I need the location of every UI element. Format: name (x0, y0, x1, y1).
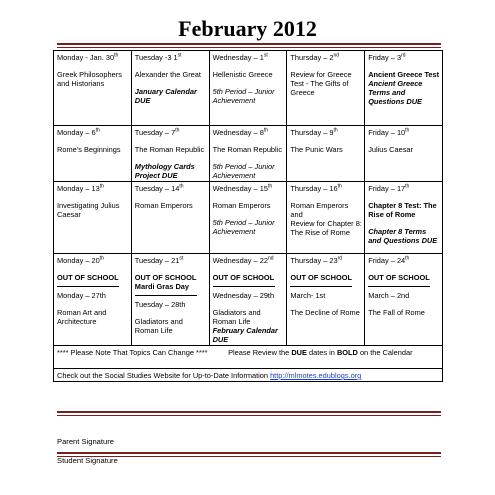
day-cell (287, 182, 365, 254)
day-cell (287, 254, 365, 346)
day-heading (290, 128, 362, 137)
day-heading (135, 128, 207, 137)
spacer (213, 210, 285, 218)
day-entry: The Decline of Rome (290, 308, 360, 317)
day-cell (365, 254, 443, 346)
spacer (213, 79, 285, 87)
day-entry: January Calendar DUE (134, 87, 197, 105)
day-ordinal-suffix: th (405, 127, 410, 134)
calendar-week-row (54, 182, 443, 254)
student-signature-label: Student Signature (57, 456, 118, 465)
day-heading-text: Friday – 10 (368, 128, 406, 137)
calendar-week-row (54, 51, 443, 126)
day-entry: Roman Emperors (134, 201, 193, 210)
calendar-body (54, 51, 443, 346)
day-ordinal-suffix: th (95, 127, 100, 134)
day-entry: OUT OF SCHOOL (368, 273, 430, 282)
day-cell (365, 126, 443, 182)
review-suffix: on the Calendar (357, 348, 413, 357)
day-entry: Gladiators and Roman Life (134, 317, 183, 335)
day-entry: Alexander the Great (134, 70, 201, 79)
day-heading-text: Wednesday – 15 (212, 184, 268, 193)
day-entry: Tuesday – 28th (134, 300, 186, 309)
page-title: February 2012 (178, 16, 317, 41)
day-heading-text: Friday – 17 (368, 184, 406, 193)
day-heading (213, 53, 285, 62)
day-entry: Julius Caesar (368, 145, 413, 154)
day-entry: Mardi Gras Day (134, 282, 190, 291)
day-heading (213, 128, 285, 137)
day-ordinal-suffix: rd (337, 255, 343, 262)
day-heading-text: Wednesday – 22 (212, 256, 268, 265)
spacer (368, 300, 440, 308)
day-ordinal-suffix: st (263, 52, 268, 59)
day-heading (135, 53, 207, 62)
divider (213, 286, 275, 287)
day-entry: Hellenistic Greece (212, 70, 273, 79)
review-bold: BOLD (336, 348, 358, 357)
day-entry: Chapter 8 Terms and Questions DUE (368, 227, 438, 245)
day-entry: Wednesday – 29th (212, 291, 275, 300)
day-entry: The Roman Republic (212, 145, 283, 154)
day-ordinal-suffix: th (263, 127, 268, 134)
day-heading (57, 128, 129, 137)
day-cell (287, 126, 365, 182)
day-entry: February Calendar DUE (212, 326, 278, 344)
day-cell (209, 254, 287, 346)
day-entry: The Roman Republic (134, 145, 205, 154)
day-entry: 5th Period – Junior Achievement (212, 218, 275, 236)
spacer (135, 309, 207, 317)
day-heading (290, 256, 362, 265)
parent-signature-rule (57, 411, 441, 413)
day-heading-text: Thursday – 16 (290, 184, 338, 193)
day-cell (131, 51, 209, 126)
day-cell (54, 126, 132, 182)
day-ordinal-suffix: nd (333, 52, 340, 59)
day-heading (57, 53, 129, 62)
divider (290, 286, 352, 287)
website-link[interactable]: http://mlmotes.edublogs.org (270, 371, 362, 380)
day-entry: Review for Greece Test - The Gifts of Greece (290, 70, 352, 97)
day-entry: OUT OF SCHOOL (134, 273, 197, 282)
website-text: Check out the Social Studies Website for Up-to-Date Information (57, 371, 271, 380)
day-entry: Rome’s Beginnings (57, 145, 121, 154)
day-heading-text: Friday – 3 (368, 53, 402, 62)
day-heading-text: Thursday – 9 (290, 128, 334, 137)
spacer (135, 154, 207, 162)
day-heading (290, 53, 362, 62)
day-heading-text: Wednesday – 1 (212, 53, 264, 62)
day-ordinal-suffix: nd (267, 255, 274, 262)
day-heading-text: Monday – 20 (57, 256, 100, 265)
day-entry: Monday – 27th (57, 291, 106, 300)
day-heading-text: Tuesday – 21 (134, 256, 180, 265)
day-entry: 5th Period – Junior Achievement (212, 162, 275, 180)
day-entry: OUT OF SCHOOL (57, 273, 119, 282)
day-ordinal-suffix: th (175, 127, 180, 134)
day-ordinal-suffix: th (333, 127, 338, 134)
day-heading (135, 184, 207, 193)
day-heading (368, 184, 440, 193)
day-ordinal-suffix: st (179, 255, 184, 262)
day-cell (131, 126, 209, 182)
day-entry: Gladiators and Roman Life (212, 308, 261, 326)
day-entry: The Punic Wars (290, 145, 343, 154)
title-rule (57, 43, 441, 45)
day-cell (209, 51, 287, 126)
day-heading (57, 256, 129, 265)
day-heading (368, 53, 440, 62)
topics-change-text: **** Please Note That Topics Can Change **** (57, 348, 208, 357)
day-entry: Roman Emperors (212, 201, 271, 210)
divider (135, 295, 197, 296)
day-cell (54, 254, 132, 346)
day-cell (365, 51, 443, 126)
day-cell (209, 126, 287, 182)
day-entry: Greek Philosophers and Historians (57, 70, 122, 88)
parent-signature-label: Parent Signature (57, 437, 114, 446)
day-ordinal-suffix: th (267, 183, 273, 190)
spacer (213, 154, 285, 162)
day-entry: Ancient Greece Test (368, 70, 440, 79)
day-cell (287, 51, 365, 126)
calendar-table (53, 50, 443, 382)
divider (57, 286, 119, 287)
day-heading (135, 256, 207, 265)
parent-signature-rule-thin (57, 415, 441, 416)
review-prefix: Please Review the (228, 348, 292, 357)
day-heading-text: Monday - Jan. 30 (57, 53, 115, 62)
day-cell (54, 182, 132, 254)
day-heading-text: Wednesday – 8 (212, 128, 264, 137)
day-heading (213, 256, 285, 265)
student-signature-rule (57, 452, 441, 454)
spacer (368, 219, 440, 227)
day-cell (365, 182, 443, 254)
review-due: DUE (291, 348, 307, 357)
day-heading-text: Tuesday -3 1 (134, 53, 178, 62)
website-note (54, 369, 443, 382)
day-heading (57, 184, 129, 193)
day-entry: Roman Emperors and (290, 201, 349, 219)
day-ordinal-suffix: th (99, 255, 104, 262)
spacer (135, 79, 207, 87)
title-rule-thin (57, 47, 441, 48)
day-heading (368, 128, 440, 137)
day-entry: Roman Art and Architecture (57, 308, 107, 326)
day-ordinal-suffix: th (405, 183, 410, 190)
spacer (290, 300, 362, 308)
day-entry: OUT OF SCHOOL (212, 273, 275, 282)
day-cell (209, 182, 287, 254)
day-heading-text: Friday – 24 (368, 256, 406, 265)
day-heading (213, 184, 285, 193)
review-mid: dates in (306, 348, 337, 357)
day-ordinal-suffix: th (337, 183, 342, 190)
day-entry: Ancient Greece Terms and Questions DUE (368, 79, 423, 106)
calendar-week-row (54, 254, 443, 346)
day-entry: The Fall of Rome (368, 308, 425, 317)
day-entry: OUT OF SCHOOL (290, 273, 352, 282)
day-entry: March- 1st (290, 291, 326, 300)
day-cell (131, 182, 209, 254)
spacer (213, 300, 285, 308)
day-ordinal-suffix: st (177, 52, 182, 59)
day-ordinal-suffix: th (114, 52, 119, 59)
day-heading-text: Thursday – 23 (290, 256, 338, 265)
day-heading-text: Monday – 6 (57, 128, 96, 137)
day-ordinal-suffix: rd (401, 52, 406, 59)
day-heading-text: Tuesday – 7 (134, 128, 176, 137)
day-entry: 5th Period – Junior Achievement (212, 87, 275, 105)
divider (368, 286, 430, 287)
day-entry: Chapter 8 Test: The Rise of Rome (368, 201, 437, 219)
day-ordinal-suffix: th (99, 183, 104, 190)
spacer (57, 300, 129, 308)
day-cell (131, 254, 209, 346)
day-heading (368, 256, 440, 265)
day-heading-text: Tuesday – 14 (134, 184, 180, 193)
day-cell (54, 51, 132, 126)
day-entry: Review for Chapter 8: The Rise of Rome (290, 219, 362, 237)
day-heading-text: Monday – 13 (57, 184, 100, 193)
day-ordinal-suffix: th (405, 255, 410, 262)
day-heading-text: Thursday – 2 (290, 53, 334, 62)
calendar-week-row (54, 126, 443, 182)
day-entry: Investigating Julius Caesar (57, 201, 120, 219)
day-entry: Mythology Cards Project DUE (134, 162, 195, 180)
day-entry: March – 2nd (368, 291, 410, 300)
day-heading (290, 184, 362, 193)
topics-note (54, 346, 443, 369)
day-ordinal-suffix: th (179, 183, 184, 190)
